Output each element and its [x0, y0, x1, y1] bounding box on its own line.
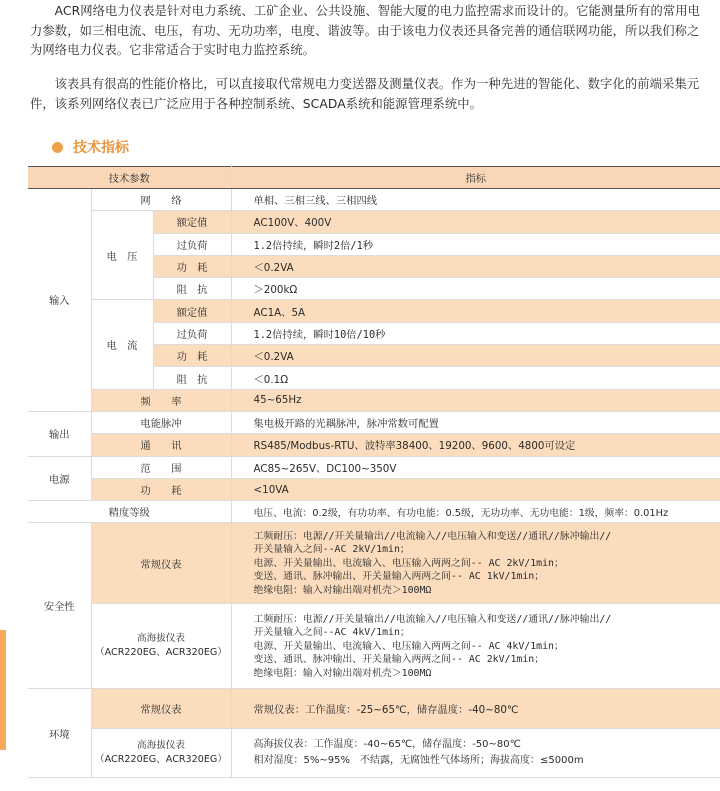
- table-row: [28, 729, 720, 778]
- header-spec: 指标: [231, 167, 720, 189]
- table-row: [28, 501, 720, 523]
- intro-text-1: ACR网络电力仪表是针对电力系统、工矿企业、公共设施、智能大厦的电力监控需求而设计的。它能测量所有的常用电力参数，如三相电流、电压，有功、无功功率，电度、谐波等。由于该电力仪表还具备完善的通信联网功能，所以我们称之为网络电力仪表。它非常适合于实时电力监控系统。: [30, 4, 701, 57]
- current-overload-value: 1.2倍持续，瞬时10倍/10秒: [231, 322, 720, 344]
- env-high-altitude-value: 高海拔仪表：工作温度：-40~65℃，储存温度：-50~80℃ 相对湿度：5%~95% 不结露，无腐蚀性气体场所；海拔高度：≤5000m: [231, 729, 720, 778]
- safety-high-altitude-models: （ACR220EG、ACR320EG）: [95, 647, 227, 659]
- group-environment-label: 环境: [28, 689, 91, 778]
- voltage-overload-value: 1.2倍持续，瞬时2倍/1秒: [231, 233, 720, 255]
- voltage-label: 电 压: [91, 211, 153, 300]
- group-power-label: 电源: [28, 456, 91, 501]
- safety-standard-value: 工频耐压：电源//开关量输出//电流输入//电压输入和变送//通讯//脉冲输出// 开关量输入之间--AC 2kV/1min； 电源、开关量输出、电流输入、电压输入两两之间-- AC 2kV/1min； 变送、通讯、脉冲输出、开关量输入两两之间-- AC 1kV/1min； 绝缘电阻：输入对输出端对机壳＞100MΩ: [231, 523, 720, 604]
- voltage-rated-value: AC100V、400V: [231, 211, 720, 233]
- group-safety-label: 安全性: [28, 523, 91, 689]
- table-row: [28, 389, 720, 411]
- safety-high-altitude-label: 高海拔仪表: [137, 633, 185, 645]
- table-row: [28, 300, 720, 322]
- frequency-value: 45~65Hz: [231, 389, 720, 411]
- table-row: [28, 478, 720, 500]
- current-impedance-label: 阻 抗: [153, 367, 231, 389]
- voltage-overload-label: 过负荷: [153, 233, 231, 255]
- side-accent-bar: [0, 630, 6, 750]
- current-power-value: ＜0.2VA: [231, 345, 720, 367]
- current-rated-value: AC1A、5A: [231, 300, 720, 322]
- table-row: [28, 604, 720, 689]
- safety-high-altitude-cell: [91, 604, 231, 689]
- current-overload-label: 过负荷: [153, 322, 231, 344]
- voltage-impedance-label: 阻 抗: [153, 278, 231, 300]
- frequency-label: 频 率: [91, 389, 231, 411]
- group-output-label: 输出: [28, 411, 91, 456]
- network-value: 单相、三相三线、三相四线: [231, 189, 720, 211]
- pulse-value: 集电极开路的光耦脉冲，脉冲常数可配置: [231, 411, 720, 433]
- supply-consumption-value: <10VA: [231, 478, 720, 500]
- table-row: [28, 189, 720, 211]
- current-impedance-value: ＜0.1Ω: [231, 367, 720, 389]
- group-input-label: 输入: [28, 189, 91, 412]
- safety-high-altitude-value: 工频耐压：电源//开关量输出//电流输入//电压输入和变送//通讯//脉冲输出// 开关量输入之间--AC 4kV/1min； 电源、开关量输出、电流输入、电压输入两两之间-- AC 4kV/1min； 变送、通讯、脉冲输出、开关量输入两两之间-- AC 2kV/1min； 绝缘电阻：输入对输出端对机壳＞100MΩ: [231, 604, 720, 689]
- env-high-altitude-models: （ACR220EG、ACR320EG）: [95, 754, 227, 766]
- bullet-dot-icon: [52, 142, 63, 153]
- pulse-label: 电能脉冲: [91, 411, 231, 433]
- table-row: [28, 211, 720, 233]
- accuracy-label: 精度等级: [28, 501, 231, 523]
- comm-value: RS485/Modbus-RTU、波特率38400、19200、9600、4800可设定: [231, 434, 720, 456]
- current-label: 电 流: [91, 300, 153, 389]
- table-row: [28, 689, 720, 729]
- accuracy-value: 电压、电流：0.2级，有功功率、有功电能：0.5级，无功功率、无功电能：1级，频率：0.01Hz: [231, 501, 720, 523]
- section-heading: [52, 137, 129, 157]
- table-header-row: [28, 167, 720, 189]
- supply-range-value: AC85~265V、DC100~350V: [231, 456, 720, 478]
- table-row: [28, 411, 720, 433]
- env-high-altitude-label: 高海拔仪表: [137, 740, 185, 752]
- intro-paragraph-1: [30, 2, 710, 61]
- comm-label: 通 讯: [91, 434, 231, 456]
- header-param: 技术参数: [28, 167, 231, 189]
- spec-table: [28, 166, 720, 778]
- table-row: [28, 434, 720, 456]
- safety-standard-label: 常规仪表: [91, 523, 231, 604]
- voltage-power-label: 功 耗: [153, 255, 231, 277]
- env-standard-value: 常规仪表：工作温度：-25~65℃，储存温度：-40~80℃: [231, 689, 720, 729]
- section-title: 技术指标: [73, 140, 129, 156]
- voltage-impedance-value: ＞200kΩ: [231, 278, 720, 300]
- env-high-altitude-cell: [91, 729, 231, 778]
- intro-paragraph-2: [30, 75, 710, 114]
- supply-range-label: 范 围: [91, 456, 231, 478]
- table-row: [28, 523, 720, 604]
- current-power-label: 功 耗: [153, 345, 231, 367]
- current-rated-label: 额定值: [153, 300, 231, 322]
- supply-consumption-label: 功 耗: [91, 478, 231, 500]
- voltage-rated-label: 额定值: [153, 211, 231, 233]
- table-row: [28, 456, 720, 478]
- env-standard-label: 常规仪表: [91, 689, 231, 729]
- intro-text-2: 该表具有很高的性能价格比，可以直接取代常规电力变送器及测量仪表。作为一种先进的智能化、数字化的前端采集元件，该系列网络仪表已广泛应用于各种控制系统、SCADA系统和能源管理系统中。: [30, 77, 700, 111]
- voltage-power-value: ＜0.2VA: [231, 255, 720, 277]
- network-label: 网 络: [91, 189, 231, 211]
